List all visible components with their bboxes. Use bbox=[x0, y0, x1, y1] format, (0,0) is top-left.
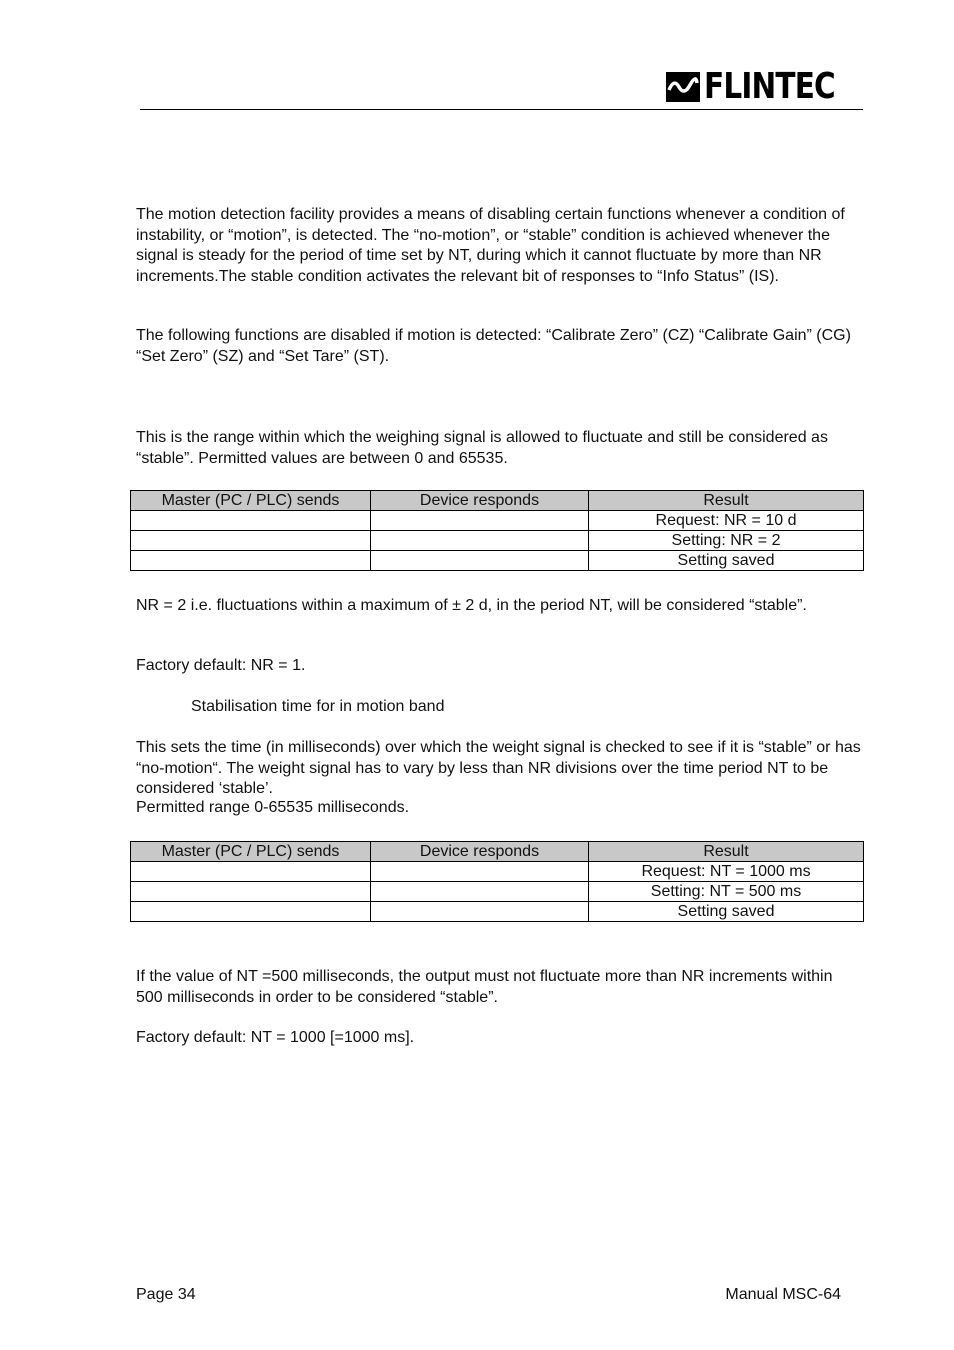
nt-command-table bbox=[130, 841, 864, 922]
cell-result: Setting saved bbox=[589, 551, 864, 571]
cell-master bbox=[131, 882, 371, 902]
col-result: Result bbox=[589, 842, 864, 862]
col-master-sends: Master (PC / PLC) sends bbox=[131, 842, 371, 862]
nt-example: If the value of NT =500 milliseconds, the output must not fluctuate more than NR increments within 500 milliseconds in order to be considered “stable”. bbox=[136, 968, 833, 1006]
col-result: Result bbox=[589, 491, 864, 511]
cell-master bbox=[131, 902, 371, 922]
cell-result: Request: NR = 10 d bbox=[589, 511, 864, 531]
col-device-responds: Device responds bbox=[371, 491, 589, 511]
cell-device bbox=[371, 902, 589, 922]
header-rule bbox=[140, 109, 863, 110]
logo-text: FLINTEC bbox=[704, 66, 836, 107]
col-master-sends: Master (PC / PLC) sends bbox=[131, 491, 371, 511]
cell-device bbox=[371, 551, 589, 571]
cell-master bbox=[131, 862, 371, 882]
cell-master bbox=[131, 511, 371, 531]
table-row bbox=[131, 902, 864, 922]
table-row bbox=[131, 531, 864, 551]
cell-result: Request: NT = 1000 ms bbox=[589, 862, 864, 882]
nr-default: Factory default: NR = 1. bbox=[136, 657, 306, 674]
cell-device bbox=[371, 511, 589, 531]
table-row bbox=[131, 882, 864, 902]
cell-device bbox=[371, 862, 589, 882]
nt-range: Permitted range 0-65535 milliseconds. bbox=[136, 799, 410, 816]
page-number: Page 34 bbox=[136, 1286, 196, 1303]
nr-example: NR = 2 i.e. fluctuations within a maximum of ± 2 d, in the period NT, will be considered “stable”. bbox=[136, 597, 807, 614]
table-row bbox=[131, 511, 864, 531]
table-row bbox=[131, 862, 864, 882]
table-header-row bbox=[131, 842, 864, 862]
cell-result: Setting: NR = 2 bbox=[589, 531, 864, 551]
cell-master bbox=[131, 531, 371, 551]
nr-description: This is the range within which the weighing signal is allowed to fluctuate and still be considered as “stable”. Permitted values are between 0 and 65535. bbox=[136, 429, 828, 467]
col-device-responds: Device responds bbox=[371, 842, 589, 862]
cell-result: Setting saved bbox=[589, 902, 864, 922]
cell-device bbox=[371, 531, 589, 551]
nr-command-table bbox=[130, 490, 864, 571]
nt-default: Factory default: NT = 1000 [=1000 ms]. bbox=[136, 1029, 415, 1046]
cell-result: Setting: NT = 500 ms bbox=[589, 882, 864, 902]
table-header-row bbox=[131, 491, 864, 511]
cell-device bbox=[371, 882, 589, 902]
manual-name: Manual MSC-64 bbox=[725, 1286, 841, 1303]
flintec-logo bbox=[666, 66, 864, 107]
flintec-wave-icon bbox=[666, 72, 700, 102]
nt-heading: Stabilisation time for in motion band bbox=[191, 698, 445, 715]
nt-description: This sets the time (in milliseconds) over which the weight signal is checked to see if it is “stable” or has “no-motion“. The weight signal has to vary by less than NR divisions over the time period NT to be considered ‘stable’. bbox=[136, 739, 861, 797]
table-row bbox=[131, 551, 864, 571]
motion-intro: The motion detection facility provides a means of disabling certain functions whenever a condition of instability, or “motion”, is detected. The “no-motion”, or “stable” condition is achieved whenever the signal is steady for the period of time set by NT, during which it cannot fluctuate by more than NR increments.The stable condition activates the relevant bit of responses to “Info Status” (IS). bbox=[136, 206, 845, 285]
cell-master bbox=[131, 551, 371, 571]
motion-disabled-functions: The following functions are disabled if motion is detected: “Calibrate Zero” (CZ) “Calibrate Gain” (CG) “Set Zero” (SZ) and “Set Tare” (ST). bbox=[136, 327, 851, 365]
